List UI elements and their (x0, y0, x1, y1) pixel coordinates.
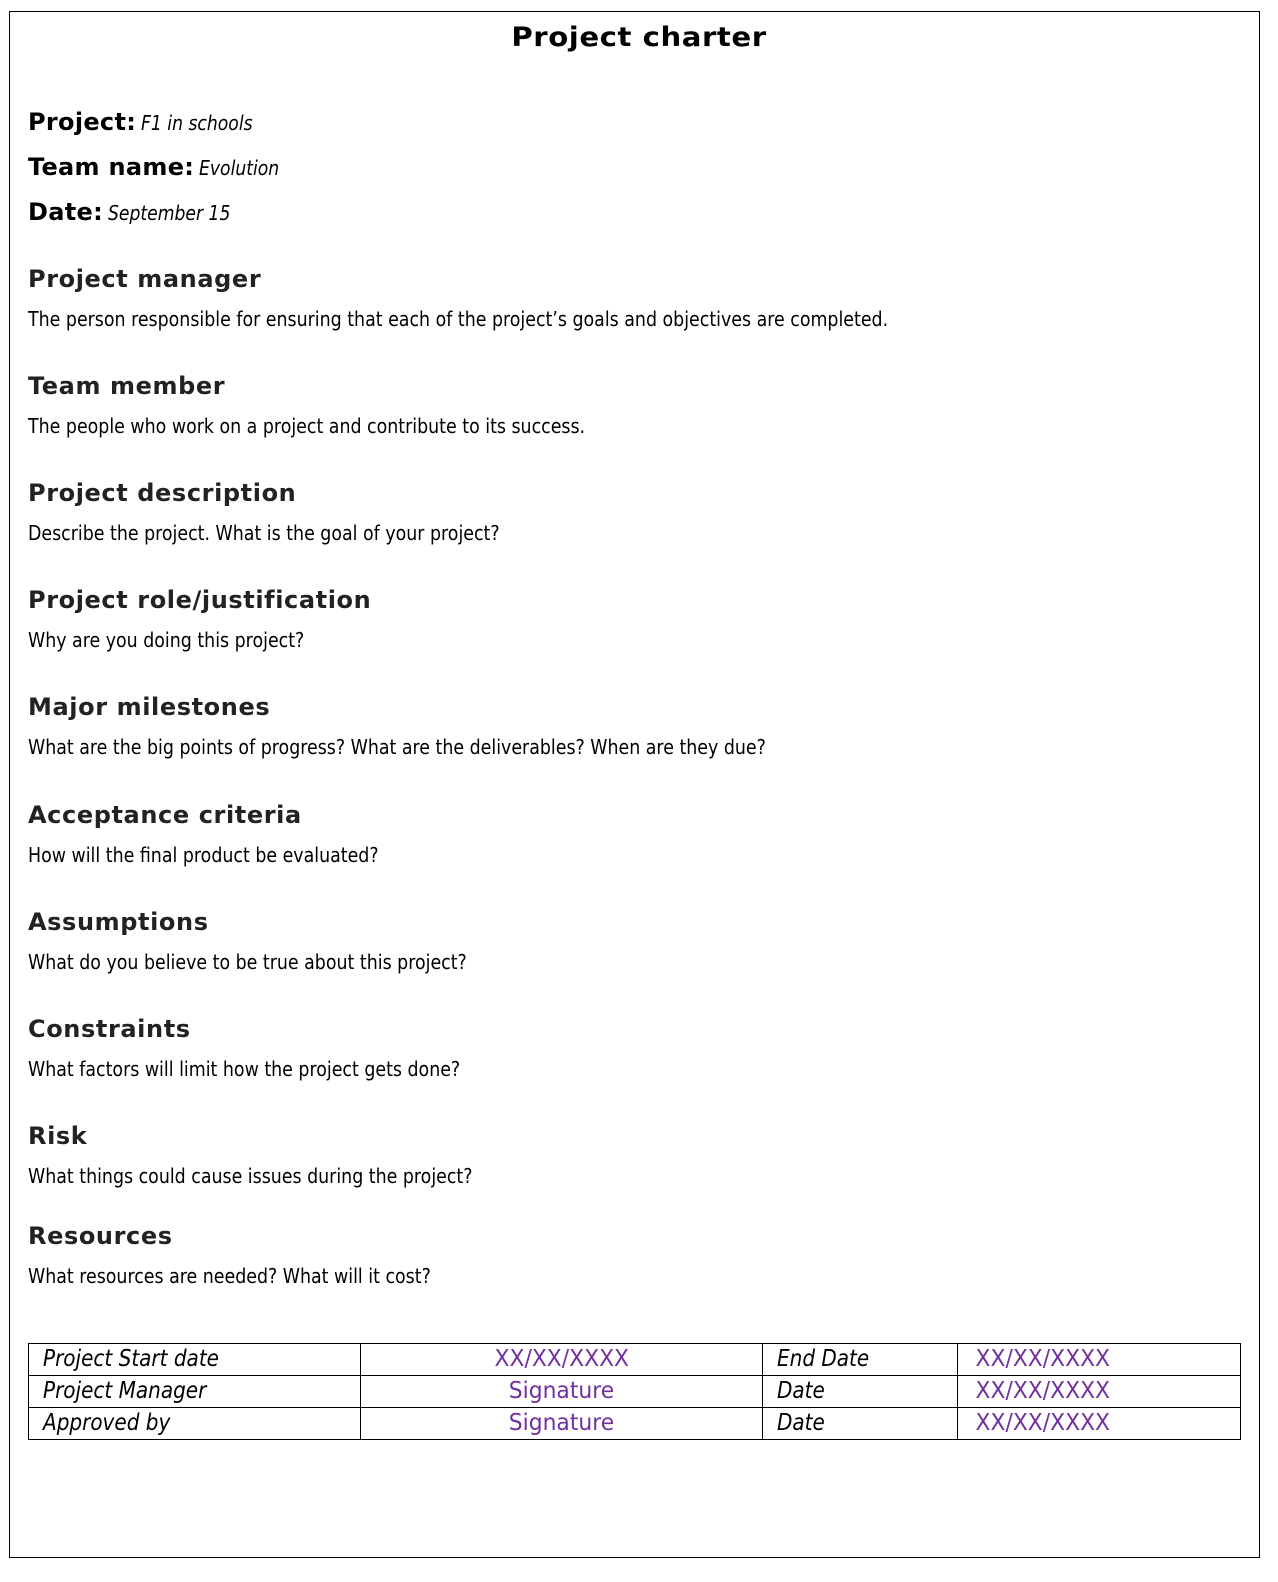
project-manager-label: Project Manager (29, 1376, 361, 1408)
section-heading: Project description (28, 479, 297, 507)
table-row (29, 1408, 1241, 1440)
approval-date-label: Date (763, 1408, 958, 1440)
section-risk (28, 1121, 539, 1188)
section-heading: Project role/justification (28, 586, 372, 614)
section-team-member (28, 371, 668, 438)
signoff-table (28, 1343, 1241, 1440)
approval-date-value[interactable]: XX/XX/XXXX (958, 1408, 1241, 1440)
section-body: What are the big points of progress? What are the deliverables? When are they due? (28, 735, 766, 759)
date-value: September 15 (107, 201, 230, 225)
section-heading: Risk (28, 1122, 88, 1150)
section-project-role (28, 585, 371, 652)
end-date-value[interactable]: XX/XX/XXXX (958, 1344, 1241, 1376)
section-body: What resources are needed? What will it cost? (28, 1264, 431, 1288)
section-body: Why are you doing this project? (28, 628, 305, 652)
approved-by-label: Approved by (29, 1408, 361, 1440)
section-heading: Constraints (28, 1015, 191, 1043)
section-heading: Resources (28, 1222, 173, 1250)
start-date-label: Project Start date (29, 1344, 361, 1376)
section-heading: Major milestones (28, 693, 271, 721)
manager-date-label: Date (763, 1376, 958, 1408)
project-label: Project: (28, 108, 137, 136)
date-line (28, 198, 250, 226)
section-body: What do you believe to be true about this project? (28, 950, 467, 974)
table-row (29, 1344, 1241, 1376)
section-heading: Project manager (28, 265, 262, 293)
document-title: Project charter (511, 22, 767, 53)
section-assumptions (28, 907, 532, 974)
manager-date-value[interactable]: XX/XX/XXXX (958, 1376, 1241, 1408)
team-name-label: Team name: (28, 153, 195, 181)
project-line (28, 108, 270, 136)
date-label: Date: (28, 198, 103, 226)
section-heading: Acceptance criteria (28, 801, 302, 829)
section-project-manager (28, 264, 1017, 331)
table-row (29, 1376, 1241, 1408)
project-manager-signature[interactable]: Signature (361, 1376, 763, 1408)
page-border (9, 11, 1260, 1558)
section-body: What factors will limit how the project gets done? (28, 1057, 461, 1081)
section-constraints (28, 1014, 525, 1081)
section-body: The people who work on a project and contribute to its success. (28, 414, 586, 438)
section-body: How will the final product be evaluated? (28, 843, 379, 867)
team-name-value: Evolution (198, 156, 279, 180)
section-heading: Assumptions (28, 908, 209, 936)
end-date-label: End Date (763, 1344, 958, 1376)
approved-by-signature[interactable]: Signature (361, 1408, 763, 1440)
section-major-milestones (28, 692, 876, 759)
start-date-value[interactable]: XX/XX/XXXX (361, 1344, 763, 1376)
section-body: The person responsible for ensuring that each of the project’s goals and objectives are completed. (28, 307, 889, 331)
project-value: F1 in schools (140, 111, 253, 135)
section-resources (28, 1221, 491, 1288)
section-acceptance-criteria (28, 800, 431, 867)
section-body: Describe the project. What is the goal of your project? (28, 521, 500, 545)
section-project-description (28, 478, 570, 545)
team-name-line (28, 153, 292, 181)
section-body: What things could cause issues during the project? (28, 1164, 473, 1188)
section-heading: Team member (28, 372, 226, 400)
